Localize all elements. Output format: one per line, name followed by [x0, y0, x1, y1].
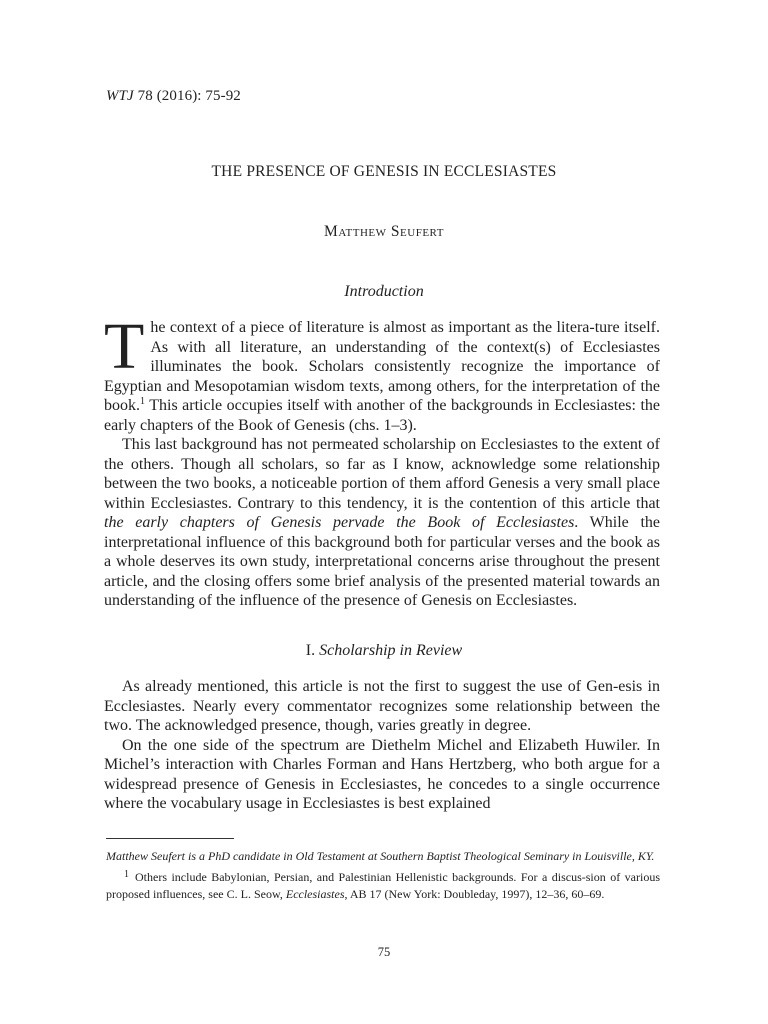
intro-p2-text-b: . While the interpretational influence of this background both for particular verses and the book as a whole deserves its own study, interpretational concerns arise throughout the present article, and the closing offers some brief analysis of the presented material towards an understanding of the influence of the presence of Genesis on Ecclesiastes. — [104, 514, 660, 609]
page-number: 75 — [377, 945, 391, 959]
article-title: THE PRESENCE OF GENESIS IN ECCLESIASTES — [211, 163, 557, 180]
footnote-divider — [106, 838, 234, 839]
intro-p2-text-a: This last background has not permeated scholarship on Ecclesiastes to the extent of the others. Though all scholars, so far as I know, acknowledge some relationship between the two books, a noticeable portion of them afford Genesis a very small place within Ecclesiastes. Contrary to this tendency, it is the contention of this article that — [104, 436, 660, 512]
intro-body — [104, 310, 660, 611]
section-1-paragraph-1: As already mentioned, this article is not the first to suggest the use of Gen-esis in Ecclesiastes. Nearly every commentator recognizes some relationship between the two. The acknowledged presence, though, varies greatly in degree. — [104, 678, 660, 734]
section-1-heading — [0, 642, 768, 660]
intro-paragraph-2 — [104, 435, 660, 611]
footnote-1-number: 1 — [124, 868, 129, 880]
footnote-ref-1: 1 — [140, 396, 145, 407]
footnote-1-book-title: Ecclesiastes — [285, 887, 345, 901]
section-1-paragraph-2: On the one side of the spectrum are Diethelm Michel and Elizabeth Huwiler. In Michel’s interaction with Charles Forman and Hans Hertzberg, who both argue for a widespread presence of Genesis in Ecclesiastes, he concedes to a single occurrence where the vocabulary usage in Ecclesiastes is best explained — [104, 736, 660, 812]
journal-abbreviation: WTJ — [106, 88, 134, 104]
footnotes — [106, 848, 660, 904]
article-author: Matthew Seufert — [324, 223, 444, 240]
intro-p1-text-b: This article occupies itself with another of the backgrounds in Ecclesiastes: the early chapters of the Book of Genesis (chs. 1–3). — [104, 397, 660, 434]
running-head — [106, 88, 241, 105]
intro-heading: Introduction — [344, 283, 424, 300]
section-1-body — [104, 677, 660, 814]
footnote-1 — [106, 866, 660, 904]
intro-p1-text-a: he context of a piece of literature is almost as important as the litera-ture itself. As with all literature, an understanding of the context(s) of Ecclesiastes illuminates the book. Scholars consistently recognize the importance of Egyptian and Mesopotamian wisdom texts, among others, for the interpretation of the book. — [104, 319, 660, 414]
intro-p2-thesis: the early chapters of Genesis pervade the Book of Ecclesiastes — [104, 514, 575, 531]
author-footnote: Matthew Seufert is a PhD candidate in Old Testament at Southern Baptist Theological Seminary in Louisville, KY. — [106, 849, 655, 863]
footnote-1-text-a: Others include Babylonian, Persian, and Palestinian Hellenistic backgrounds. For a discus-sion of various proposed influences, see C. L. Seow, — [106, 869, 660, 901]
drop-cap: T — [104, 310, 145, 383]
journal-citation: 78 (2016): 75-92 — [133, 88, 241, 104]
footnote-1-text-b: , AB 17 (New York: Doubleday, 1997), 12–36, 60–69. — [344, 887, 605, 901]
intro-paragraph-1 — [104, 310, 660, 435]
section-1-title: Scholarship in Review — [319, 642, 463, 659]
section-1-number: I. — [305, 642, 316, 659]
